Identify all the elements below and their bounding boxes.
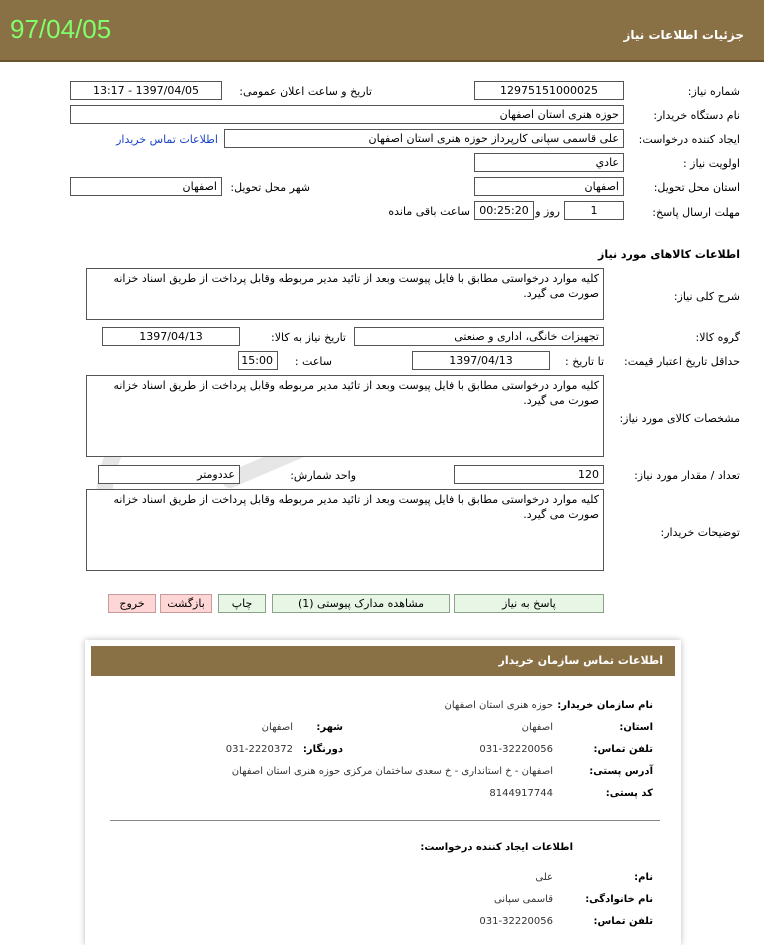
days-label: روز و: [535, 205, 560, 218]
spec-label: مشخصات کالای مورد نیاز:: [619, 412, 740, 425]
exit-button[interactable]: خروج: [108, 594, 156, 613]
priority-field: عادي: [474, 153, 624, 172]
back-button[interactable]: بازگشت: [160, 594, 212, 613]
quantity-label: تعداد / مقدار مورد نیاز:: [634, 469, 740, 482]
contact-address-value: اصفهان - خ استانداری - خ سعدی ساختمان مرکزی حوزه هنری استان اصفهان: [231, 766, 553, 777]
contact-fax-label: دورنگار:: [302, 744, 343, 755]
validity-time-field: 15:00: [238, 351, 278, 370]
goods-group-field: تجهیزات خانگی، اداری و صنعتی: [354, 327, 604, 346]
delivery-city-label: شهر محل تحویل:: [230, 181, 310, 194]
until-date-label: تا تاریخ :: [565, 355, 604, 368]
buyer-org-label: نام دستگاه خریدار:: [653, 109, 740, 122]
spec-textarea: کلیه موارد درخواستی مطابق با فایل پیوست وبعد از تائید مدیر مربوطه وقابل پرداخت از طریق اسناد خزانه صورت می گیرد.: [86, 375, 604, 457]
contact-city-label: شهر:: [316, 722, 343, 733]
buyer-org-field: حوزه هنری استان اصفهان: [70, 105, 624, 124]
contact-postal-value: 8144917744: [489, 788, 553, 799]
need-date-field: 1397/04/13: [102, 327, 240, 346]
contact-card-title: اطلاعات تماس سازمان خریدار: [91, 646, 675, 676]
creator-name-value: علی: [535, 872, 553, 883]
deadline-days-field: 1: [564, 201, 624, 220]
divider: [110, 820, 660, 821]
announce-label: تاریخ و ساعت اعلان عمومی:: [239, 85, 372, 98]
creator-phone-label: تلفن تماس:: [593, 916, 653, 927]
creator-phone-value: 031-32220056: [479, 916, 553, 927]
validity-time-label: ساعت :: [294, 355, 332, 368]
delivery-province-label: استان محل تحویل:: [653, 181, 740, 194]
creator-section-title: اطلاعات ایجاد کننده درخواست:: [420, 842, 573, 853]
contact-postal-label: کد پستی:: [605, 788, 653, 799]
unit-field: عددومتر: [98, 465, 240, 484]
announce-field: 1397/04/05 - 13:17: [70, 81, 222, 100]
contact-org-label: نام سازمان خریدار:: [557, 700, 653, 711]
goods-section-title: اطلاعات کالاهای مورد نیاز: [598, 248, 740, 261]
delivery-city-field: اصفهان: [70, 177, 222, 196]
priority-label: اولویت نیاز :: [682, 157, 740, 170]
contact-city-value: اصفهان: [261, 722, 293, 733]
delivery-province-field: اصفهان: [474, 177, 624, 196]
date-stamp: 97/04/05: [10, 14, 112, 44]
validity-date-field: 1397/04/13: [412, 351, 550, 370]
buyer-notes-textarea: کلیه موارد درخواستی مطابق با فایل پیوست وبعد از تائید مدیر مربوطه وقابل پرداخت از طریق اسناد خزانه صورت می گیرد.: [86, 489, 604, 571]
summary-label: شرح کلی نیاز:: [673, 290, 740, 303]
reply-button[interactable]: پاسخ به نیاز: [454, 594, 604, 613]
creator-name-label: نام:: [634, 872, 653, 883]
view-attachments-button[interactable]: مشاهده مدارک پیوستی (1): [272, 594, 450, 613]
contact-address-label: آدرس پستی:: [589, 766, 653, 777]
print-button[interactable]: چاپ: [218, 594, 266, 613]
requester-field: علی قاسمی سپانی کارپرداز حوزه هنری استان اصفهان: [224, 129, 624, 148]
creator-family-value: قاسمی سپانی: [493, 894, 553, 905]
contact-phone-label: تلفن تماس:: [593, 744, 653, 755]
validity-label: حداقل تاریخ اعتبار قیمت:: [624, 355, 740, 368]
remaining-label: ساعت باقی مانده: [388, 205, 470, 218]
summary-textarea: کلیه موارد درخواستی مطابق با فایل پیوست وبعد از تائید مدیر مربوطه وقابل پرداخت از طریق اسناد خزانه صورت می گیرد.: [86, 268, 604, 320]
quantity-field: 120: [454, 465, 604, 484]
buyer-notes-label: توضیحات خریدار:: [660, 526, 740, 539]
contact-phone-value: 031-32220056: [479, 744, 553, 755]
contact-org-value: حوزه هنری استان اصفهان: [444, 700, 553, 711]
unit-label: واحد شمارش:: [290, 469, 356, 482]
requester-label: ایجاد کننده درخواست:: [638, 133, 740, 146]
contact-province-value: اصفهان: [521, 722, 553, 733]
buyer-contact-card: [85, 640, 681, 945]
need-number-field: 12975151000025: [474, 81, 624, 100]
deadline-time-field: 00:25:20: [474, 201, 534, 220]
need-number-label: شماره نیاز:: [687, 85, 740, 98]
buyer-contact-link[interactable]: اطلاعات تماس خریدار: [116, 133, 218, 146]
creator-family-label: نام خانوادگی:: [585, 894, 653, 905]
deadline-label: مهلت ارسال پاسخ:: [652, 206, 740, 219]
contact-fax-value: 031-2220372: [225, 744, 293, 755]
page-title: جزئیات اطلاعات نیاز: [623, 28, 744, 42]
page-header: [0, 0, 764, 62]
goods-group-label: گروه کالا:: [695, 331, 740, 344]
need-date-label: تاریخ نیاز به کالا:: [271, 331, 346, 344]
contact-province-label: استان:: [619, 722, 653, 733]
